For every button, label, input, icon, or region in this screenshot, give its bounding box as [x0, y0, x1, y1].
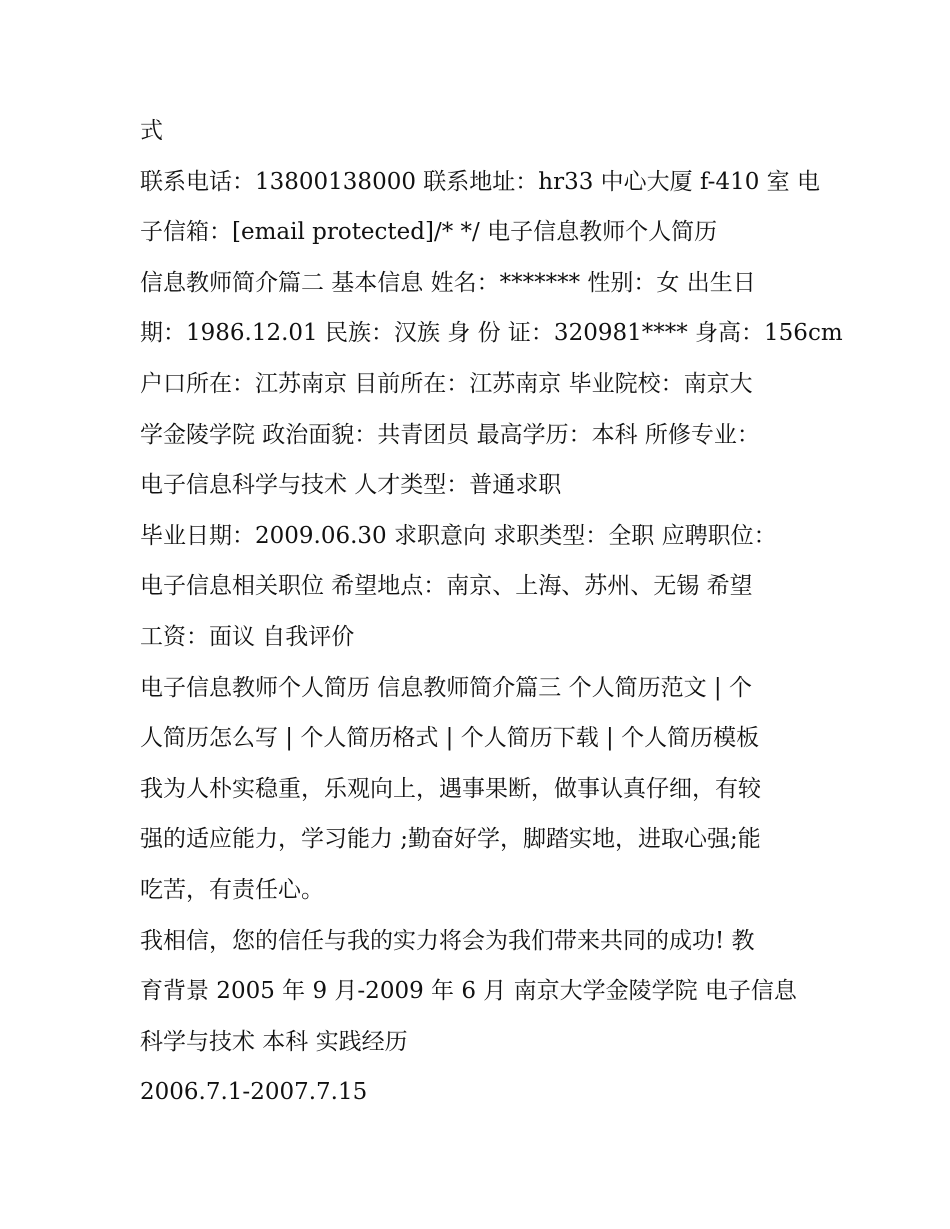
text-line: 科学与技术 本科 实践经历: [140, 1028, 408, 1055]
document-body: [140, 106, 843, 1118]
text-line: 式: [140, 118, 163, 144]
text-line: 电子信息教师个人简历 信息教师简介篇三 个人简历范文 | 个: [140, 674, 752, 701]
text-line: 我为人朴实稳重，乐观向上，遇事果断，做事认真仔细，有较: [140, 775, 761, 802]
text-line: 吃苦，有责任心。: [140, 876, 324, 903]
text-line: 联系电话：13800138000 联系地址：hr33 中心大厦 f-410 室 电: [140, 168, 820, 195]
text-line: 毕业日期：2009.06.30 求职意向 求职类型：全职 应聘职位：: [140, 522, 777, 549]
text-line: 电子信息相关职位 希望地点：南京、上海、苏州、无锡 希望: [140, 573, 753, 600]
text-line: 人简历怎么写 | 个人简历格式 | 个人简历下载 | 个人简历模板: [140, 725, 760, 752]
text-line: 期：1986.12.01 民族：汉族 身 份 证：320981**** 身高：156cm: [140, 320, 843, 347]
text-line: 学金陵学院 政治面貌：共青团员 最高学历：本科 所修专业：: [140, 421, 760, 448]
text-line: 户口所在：江苏南京 目前所在：江苏南京 毕业院校：南京大: [140, 370, 753, 397]
text-line: 育背景 2005 年 9 月-2009 年 6 月 南京大学金陵学院 电子信息: [140, 978, 797, 1005]
text-line: 强的适应能力，学习能力 ;勤奋好学，脚踏实地，进取心强;能: [140, 826, 761, 853]
text-line: 我相信，您的信任与我的实力将会为我们带来共同的成功! 教: [140, 927, 755, 954]
text-line: 工资：面议 自我评价: [140, 623, 355, 650]
text-line: 信息教师简介篇二 基本信息 姓名：******* 性别：女 出生日: [140, 269, 756, 296]
text-line: 2006.7.1-2007.7.15: [140, 1079, 368, 1106]
text-line: 电子信息科学与技术 人才类型：普通求职: [140, 472, 562, 499]
text-line: 子信箱：[email protected]/* */ 电子信息教师个人简历: [140, 219, 718, 246]
